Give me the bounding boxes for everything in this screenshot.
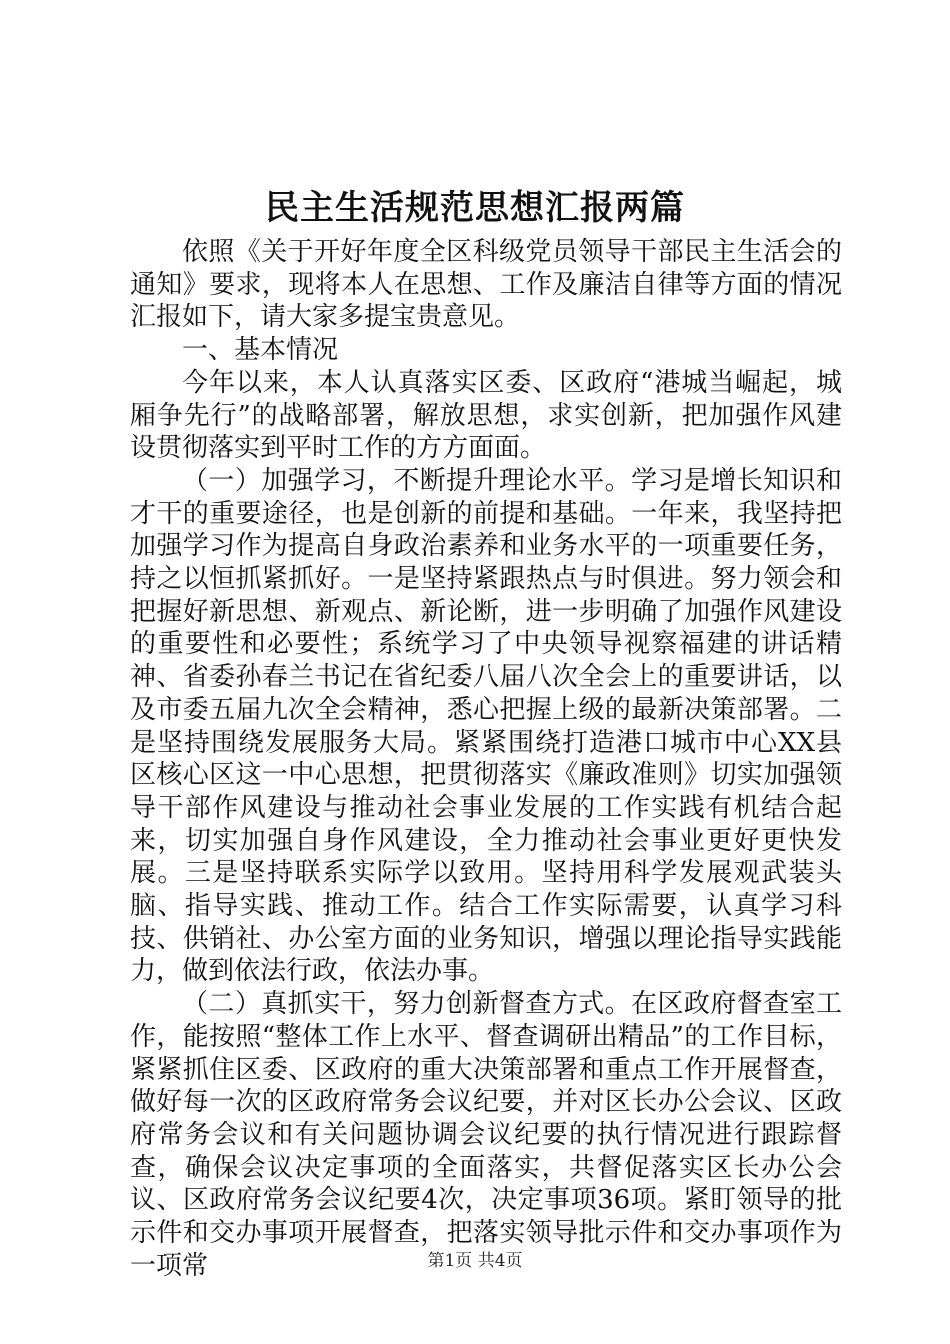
section-heading: 一、基本情况 [182, 335, 339, 366]
page-footer: 第1页 共4页 [427, 1251, 523, 1271]
paragraph-overview: 今年以来，本人认真落实区委、区政府“港城当崛起，城厢争先行”的战略部署，解放思想，求实创新，把加强作风建设贯彻落实到平时工作的方方面面。 [130, 367, 842, 464]
paragraph-study: （一）加强学习，不断提升理论水平。学习是增长知识和才干的重要途径，也是创新的前提和基础。一年来，我坚持把加强学习作为提高自身政治素养和业务水平的一项重要任务，持之以恒抓紧抓好。一是坚持紧跟热点与时俱进。努力领会和把握好新思想、新观点、新论断，进一步明确了加强作风建设的重要性和必要性；系统学习了中央领导视察福建的讲话精神、省委孙春兰书记在省纪委八届八次全会上的重要讲话，以及市委五届九次全会精神，悉心把握上级的最新决策部署。二是坚持围绕发展服务大局。紧紧围绕打造港口城市中心XX县区核心区这一中心思想，把贯彻落实《廉政准则》切实加强领导干部作风建设与推动社会事业发展的工作实践有机结合起来，切实加强自身作风建设，全力推动社会事业更好更快发展。三是坚持联系实际学以致用。坚持用科学发展观武装头脑、指导实践、推动工作。结合工作实际需要，认真学习科技、供销社、办公室方面的业务知识，增强以理论指导实践能力，做到依法行政，依法办事。 [130, 465, 842, 987]
document-body [130, 236, 842, 1283]
document-title: 民主生活规范思想汇报两篇 [265, 188, 685, 228]
paragraph-intro: 依照《关于开好年度全区科级党员领导干部民主生活会的通知》要求，现将本人在思想、工作及廉洁自律等方面的情况汇报如下，请大家多提宝贵意见。 [130, 237, 842, 333]
paragraph-supervision: （二）真抓实干，努力创新督查方式。在区政府督查室工作，能按照“整体工作上水平、督查调研出精品”的工作目标，紧紧抓住区委、区政府的重大决策部署和重点工作开展督查，做好每一次的区政府常务会议纪要，并对区长办公会议、区政府常务会议和有关问题协调会议纪要的执行情况进行跟踪督查，确保会议决定事项的全面落实，共督促落实区长办公会议、区政府常务会议纪要4次，决定事项36项。紧盯领导的批示件和交办事项开展督查，把落实领导批示件和交办事项作为一项常 [130, 989, 842, 1281]
